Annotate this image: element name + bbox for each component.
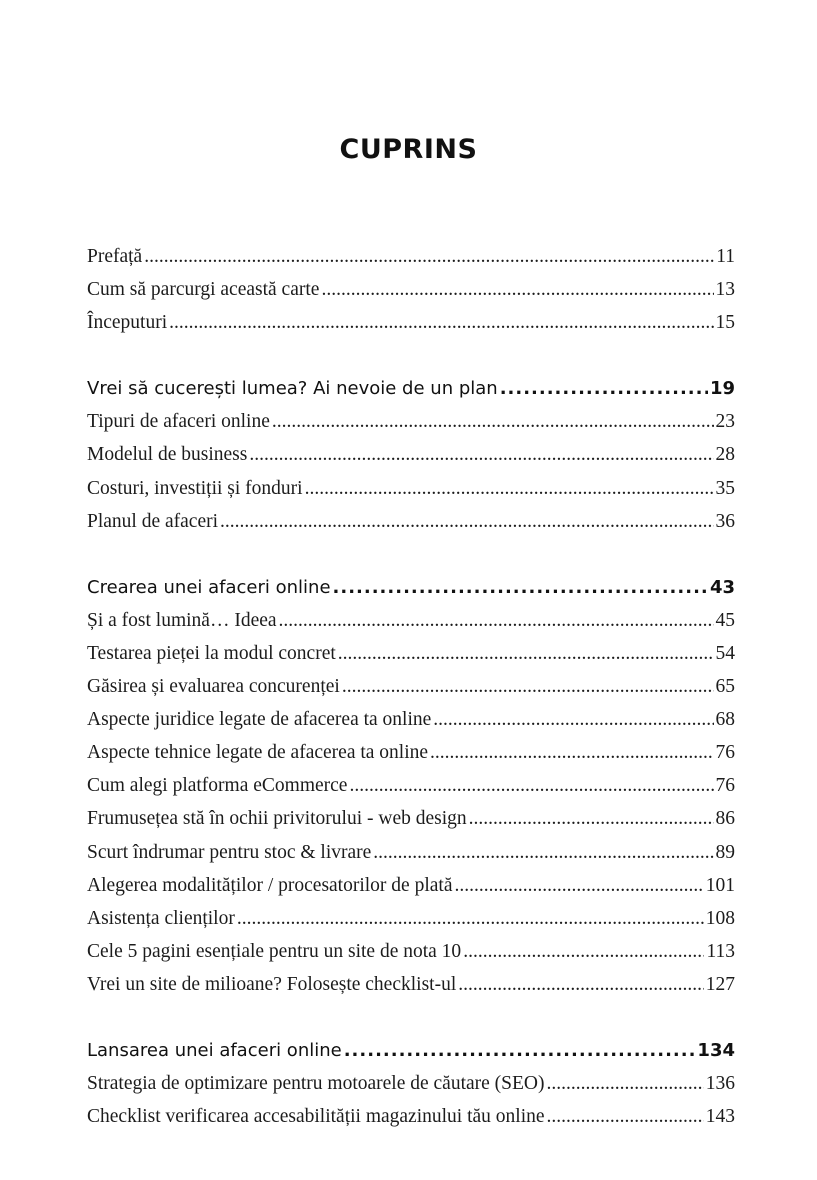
toc-entry[interactable]: [87, 1100, 735, 1133]
dot-leader: [305, 472, 714, 505]
toc-entry-page: 86: [715, 808, 735, 830]
toc-entry[interactable]: [87, 240, 735, 273]
toc-entry-page: 65: [715, 676, 735, 698]
dot-leader: [144, 240, 714, 273]
toc-entry-page: 143: [705, 1106, 735, 1128]
toc-entry-label: Strategia de optimizare pentru motoarele de căutare (SEO): [87, 1073, 545, 1095]
toc-entry[interactable]: [87, 670, 735, 703]
toc-entry-label: Cum alegi platforma eCommerce: [87, 775, 348, 797]
section-spacer: [87, 538, 735, 571]
dot-leader: [333, 571, 708, 604]
dot-leader: [249, 438, 713, 471]
toc-chapter-page: 19: [709, 378, 735, 400]
toc-entry[interactable]: [87, 405, 735, 438]
dot-leader: [547, 1067, 704, 1100]
toc-entry-label: Și a fost lumină… Ideea: [87, 609, 277, 631]
toc-entry[interactable]: [87, 438, 735, 471]
toc-chapter[interactable]: [87, 571, 735, 604]
toc-entry[interactable]: [87, 604, 735, 637]
toc-entry[interactable]: [87, 802, 735, 835]
toc-entry-page: 108: [705, 907, 735, 929]
toc-entry[interactable]: [87, 505, 735, 538]
toc-entry-label: Asistența clienților: [87, 907, 235, 929]
toc-entry-page: 13: [715, 279, 735, 301]
toc-entry-label: Aspecte juridice legate de afacerea ta online: [87, 709, 432, 731]
toc-entry-page: 11: [716, 246, 735, 267]
toc-entry-label: Aspecte tehnice legate de afacerea ta online: [87, 742, 429, 764]
toc-entry-page: 136: [705, 1073, 735, 1095]
toc-entry[interactable]: [87, 306, 735, 339]
dot-leader: [500, 372, 708, 405]
toc-entry-label: Modelul de business: [87, 444, 248, 466]
dot-leader: [373, 836, 713, 869]
toc-entry-page: 127: [705, 973, 735, 995]
toc-entry-page: 54: [715, 642, 735, 664]
toc-entry-page: 76: [715, 742, 735, 764]
toc-entry-label: Scurt îndrumar pentru stoc & livrare: [87, 841, 372, 863]
toc-entry[interactable]: [87, 968, 735, 1001]
section-spacer: [87, 339, 735, 372]
toc-entry-label: Începuturi: [87, 312, 168, 334]
dot-leader: [321, 273, 713, 306]
toc-chapter-label: Lansarea unei afaceri online: [87, 1039, 342, 1061]
toc-entry[interactable]: [87, 836, 735, 869]
toc-chapter-page: 134: [697, 1039, 735, 1061]
dot-leader: [469, 802, 714, 835]
page-title: CUPRINS: [339, 134, 478, 165]
toc-entry-label: Cele 5 pagini esențiale pentru un site de nota 10: [87, 940, 462, 962]
dot-leader: [169, 306, 713, 339]
toc-entry-label: Costuri, investiții și fonduri: [87, 477, 303, 499]
toc-chapter-label: Crearea unei afaceri online: [87, 576, 331, 598]
toc-entry-label: Alegerea modalităților / procesatorilor de plată: [87, 874, 453, 896]
dot-leader: [279, 604, 714, 637]
dot-leader: [547, 1100, 704, 1133]
toc-entry-label: Checklist verificarea accesabilității magazinului tău online: [87, 1106, 545, 1128]
toc-entry-page: 15: [715, 312, 735, 334]
section-spacer: [87, 1001, 735, 1034]
toc-entry-page: 101: [705, 874, 735, 896]
dot-leader: [430, 736, 713, 769]
dot-leader: [342, 670, 714, 703]
toc-chapter[interactable]: [87, 1034, 735, 1067]
toc-entry-page: 76: [715, 775, 735, 797]
toc-entry[interactable]: [87, 736, 735, 769]
table-of-contents: [87, 240, 735, 1133]
toc-entry[interactable]: [87, 935, 735, 968]
toc-entry-page: 28: [715, 444, 735, 466]
toc-entry[interactable]: [87, 1067, 735, 1100]
dot-leader: [349, 769, 713, 802]
toc-entry-page: 113: [706, 940, 735, 962]
dot-leader: [458, 968, 704, 1001]
toc-entry[interactable]: [87, 902, 735, 935]
toc-chapter-label: Vrei să cucerești lumea? Ai nevoie de un plan: [87, 378, 498, 400]
toc-entry-label: Găsirea și evaluarea concurenței: [87, 676, 340, 698]
toc-entry-page: 45: [715, 609, 735, 631]
toc-entry-label: Tipuri de afaceri online: [87, 411, 270, 433]
dot-leader: [338, 637, 714, 670]
toc-entry-label: Frumusețea stă în ochii privitorului - web design: [87, 808, 467, 830]
toc-entry-page: 68: [715, 709, 735, 731]
dot-leader: [237, 902, 704, 935]
toc-entry-page: 36: [715, 510, 735, 532]
toc-entry-page: 35: [715, 477, 735, 499]
toc-chapter[interactable]: [87, 372, 735, 405]
toc-entry[interactable]: [87, 637, 735, 670]
toc-entry[interactable]: [87, 769, 735, 802]
toc-entry-label: Prefață: [87, 246, 143, 267]
toc-entry[interactable]: [87, 472, 735, 505]
toc-chapter-page: 43: [709, 576, 735, 598]
toc-entry[interactable]: [87, 869, 735, 902]
toc-entry-page: 23: [715, 411, 735, 433]
toc-entry[interactable]: [87, 703, 735, 736]
dot-leader: [463, 935, 704, 968]
dot-leader: [220, 505, 713, 538]
dot-leader: [344, 1034, 696, 1067]
toc-entry-label: Cum să parcurgi această carte: [87, 279, 320, 301]
toc-entry[interactable]: [87, 273, 735, 306]
dot-leader: [454, 869, 703, 902]
toc-entry-label: Vrei un site de milioane? Folosește checklist-ul: [87, 973, 457, 995]
toc-entry-label: Planul de afaceri: [87, 510, 219, 532]
dot-leader: [272, 405, 714, 438]
toc-entry-page: 89: [715, 841, 735, 863]
dot-leader: [433, 703, 713, 736]
toc-entry-label: Testarea pieței la modul concret: [87, 642, 336, 664]
